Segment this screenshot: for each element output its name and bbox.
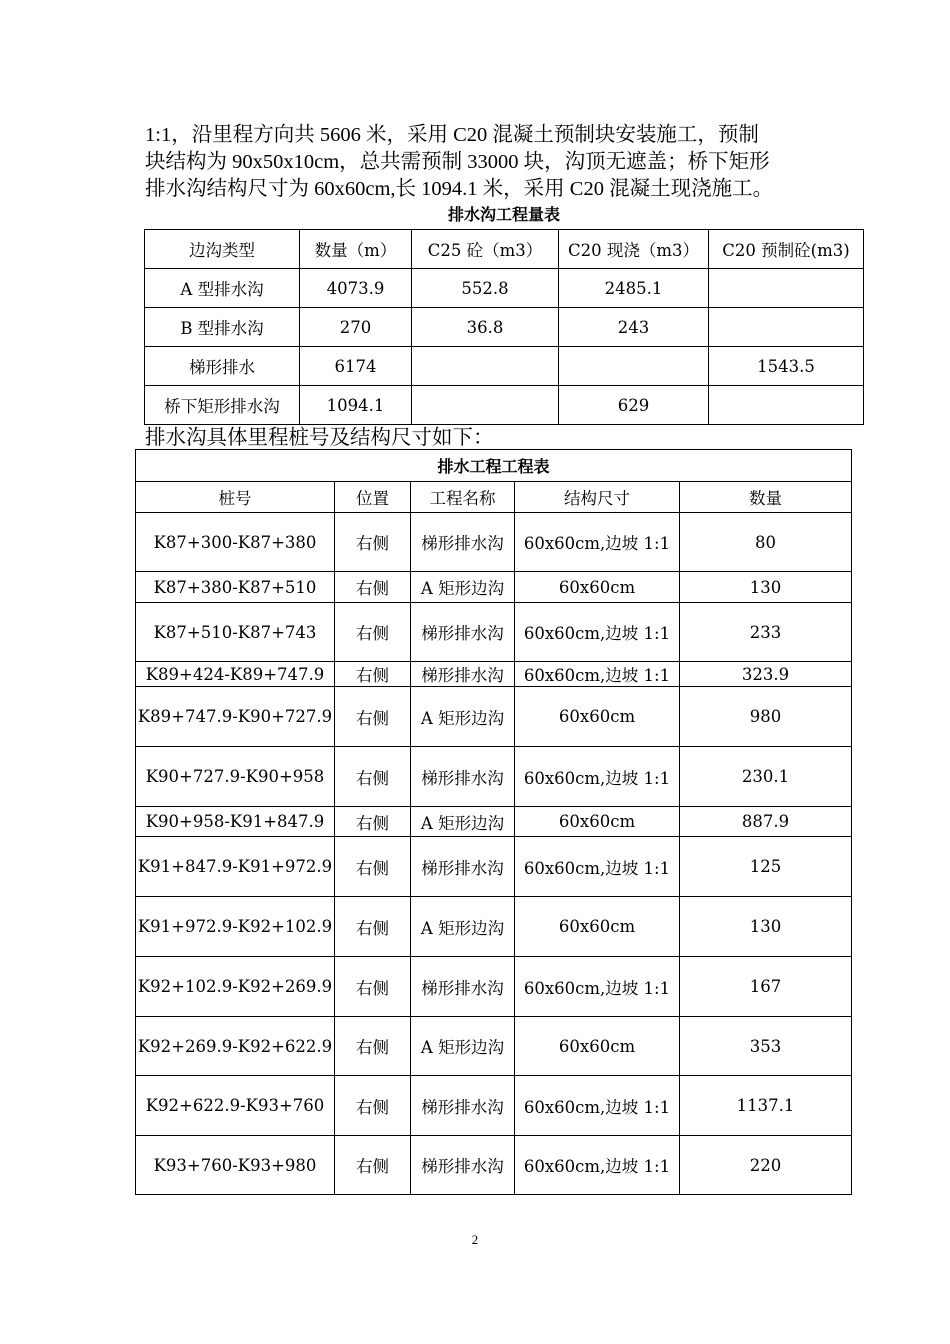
header-cell: 数量 [680, 482, 852, 513]
table-cell: 梯形排水 [145, 347, 300, 386]
table-cell: K87+380-K87+510 [136, 572, 335, 603]
table-cell [559, 347, 709, 386]
table-cell: B 型排水沟 [145, 308, 300, 347]
table-cell: 右侧 [335, 513, 411, 572]
paragraph-line: 排水沟结构尺寸为 60x60cm,长 1094.1 米，采用 C20 混凝土现浇施工。 [145, 178, 774, 200]
table-cell: 60x60cm,边坡 1:1 [515, 837, 680, 897]
table-cell: 右侧 [335, 662, 411, 687]
table-cell [709, 386, 864, 425]
table-row [136, 572, 852, 603]
table-row [136, 1017, 852, 1076]
table-cell: K90+727.9-K90+958 [136, 747, 335, 807]
table-row [145, 347, 864, 386]
header-cell: 工程名称 [411, 482, 515, 513]
table-row [136, 837, 852, 897]
table-cell: 887.9 [680, 807, 852, 837]
table-cell: 60x60cm [515, 807, 680, 837]
table-cell [412, 386, 559, 425]
table-cell: 270 [300, 308, 412, 347]
table-header-row [136, 482, 852, 513]
table1-caption: 排水沟工程量表 [447, 205, 560, 224]
table-cell: 梯形排水沟 [411, 513, 515, 572]
table-cell: 右侧 [335, 897, 411, 957]
header-cell: 位置 [335, 482, 411, 513]
table-cell: 167 [680, 957, 852, 1017]
table-cell: 980 [680, 687, 852, 747]
table-cell [709, 269, 864, 308]
table-cell [709, 308, 864, 347]
table-cell: 60x60cm,边坡 1:1 [515, 747, 680, 807]
table-cell: 60x60cm [515, 1017, 680, 1076]
header-cell: C20 现浇（m3） [559, 230, 709, 269]
table-cell: 130 [680, 897, 852, 957]
table-cell: K93+760-K93+980 [136, 1136, 335, 1195]
table-cell: 80 [680, 513, 852, 572]
table-cell: 梯形排水沟 [411, 1076, 515, 1136]
table-cell: 60x60cm,边坡 1:1 [515, 1136, 680, 1195]
table-cell: 243 [559, 308, 709, 347]
table-cell: 1543.5 [709, 347, 864, 386]
paragraph-line: 1:1，沿里程方向共 5606 米，采用 C20 混凝土预制块安装施工，预制 [145, 124, 759, 146]
table-cell: 353 [680, 1017, 852, 1076]
table-cell: A 矩形边沟 [411, 1017, 515, 1076]
table-row [145, 269, 864, 308]
table-title: 排水工程工程表 [136, 450, 852, 482]
table-cell: 梯形排水沟 [411, 957, 515, 1017]
table-cell: A 矩形边沟 [411, 807, 515, 837]
table-cell: K90+958-K91+847.9 [136, 807, 335, 837]
table-cell: 60x60cm [515, 572, 680, 603]
section-intro-text: 排水沟具体里程桩号及结构尺寸如下： [145, 425, 494, 449]
header-cell: 桩号 [136, 482, 335, 513]
table-row [136, 807, 852, 837]
table-row [136, 513, 852, 572]
table-header-row [145, 230, 864, 269]
table-cell: K91+972.9-K92+102.9 [136, 897, 335, 957]
table-cell: 233 [680, 603, 852, 662]
table-cell [412, 347, 559, 386]
header-cell: C20 预制砼(m3) [709, 230, 864, 269]
table-cell: A 矩形边沟 [411, 687, 515, 747]
table-cell: K87+510-K87+743 [136, 603, 335, 662]
table-cell: 梯形排水沟 [411, 837, 515, 897]
table-cell: 右侧 [335, 1076, 411, 1136]
table-cell: 60x60cm [515, 687, 680, 747]
table-cell: K92+102.9-K92+269.9 [136, 957, 335, 1017]
table-cell: 36.8 [412, 308, 559, 347]
header-cell: 边沟类型 [145, 230, 300, 269]
table-row [145, 386, 864, 425]
table-row [136, 897, 852, 957]
table-cell: 右侧 [335, 747, 411, 807]
table-row [136, 603, 852, 662]
table-cell: A 矩形边沟 [411, 897, 515, 957]
table-cell: 1094.1 [300, 386, 412, 425]
table-row [136, 1136, 852, 1195]
table-cell: 220 [680, 1136, 852, 1195]
table-cell: K91+847.9-K91+972.9 [136, 837, 335, 897]
table-cell: 552.8 [412, 269, 559, 308]
table-cell: 梯形排水沟 [411, 662, 515, 687]
table-row [145, 308, 864, 347]
table-cell: 230.1 [680, 747, 852, 807]
table-cell: 右侧 [335, 837, 411, 897]
table-cell: 右侧 [335, 603, 411, 662]
table-cell: K92+269.9-K92+622.9 [136, 1017, 335, 1076]
table-cell: 130 [680, 572, 852, 603]
table-cell: K89+424-K89+747.9 [136, 662, 335, 687]
table-row [136, 662, 852, 687]
table-cell: 右侧 [335, 957, 411, 1017]
table-cell: 60x60cm,边坡 1:1 [515, 662, 680, 687]
page-number: 2 [471, 1232, 479, 1247]
header-cell: C25 砼（m3） [412, 230, 559, 269]
table-cell: 60x60cm [515, 897, 680, 957]
table-cell: 右侧 [335, 687, 411, 747]
table-row [136, 957, 852, 1017]
table-cell: 右侧 [335, 1017, 411, 1076]
table-cell: 4073.9 [300, 269, 412, 308]
header-cell: 结构尺寸 [515, 482, 680, 513]
table-cell: 右侧 [335, 807, 411, 837]
table-cell: 梯形排水沟 [411, 747, 515, 807]
table-row [136, 1076, 852, 1136]
drainage-works-table [135, 449, 852, 1195]
table-cell: K89+747.9-K90+727.9 [136, 687, 335, 747]
table-row [136, 747, 852, 807]
table-cell: 323.9 [680, 662, 852, 687]
paragraph-line: 块结构为 90x50x10cm，总共需预制 33000 块，沟顶无遮盖；桥下矩形 [145, 151, 770, 173]
table-cell: 125 [680, 837, 852, 897]
table-cell: A 矩形边沟 [411, 572, 515, 603]
table-cell: 右侧 [335, 1136, 411, 1195]
table-cell: 2485.1 [559, 269, 709, 308]
table-cell: A 型排水沟 [145, 269, 300, 308]
table-cell: 60x60cm,边坡 1:1 [515, 1076, 680, 1136]
drainage-quantity-table [144, 229, 864, 425]
table-cell: K87+300-K87+380 [136, 513, 335, 572]
table-cell: 右侧 [335, 572, 411, 603]
table-cell: 60x60cm,边坡 1:1 [515, 603, 680, 662]
table-cell: 629 [559, 386, 709, 425]
table-cell: 桥下矩形排水沟 [145, 386, 300, 425]
table-cell: 6174 [300, 347, 412, 386]
table-cell: 60x60cm,边坡 1:1 [515, 513, 680, 572]
table-cell: 60x60cm,边坡 1:1 [515, 957, 680, 1017]
intro-paragraph [145, 122, 825, 203]
table-title-row [136, 450, 852, 482]
table-cell: 梯形排水沟 [411, 603, 515, 662]
table-cell: 1137.1 [680, 1076, 852, 1136]
table-cell: 梯形排水沟 [411, 1136, 515, 1195]
table-cell: K92+622.9-K93+760 [136, 1076, 335, 1136]
header-cell: 数量（m） [300, 230, 412, 269]
table-row [136, 687, 852, 747]
